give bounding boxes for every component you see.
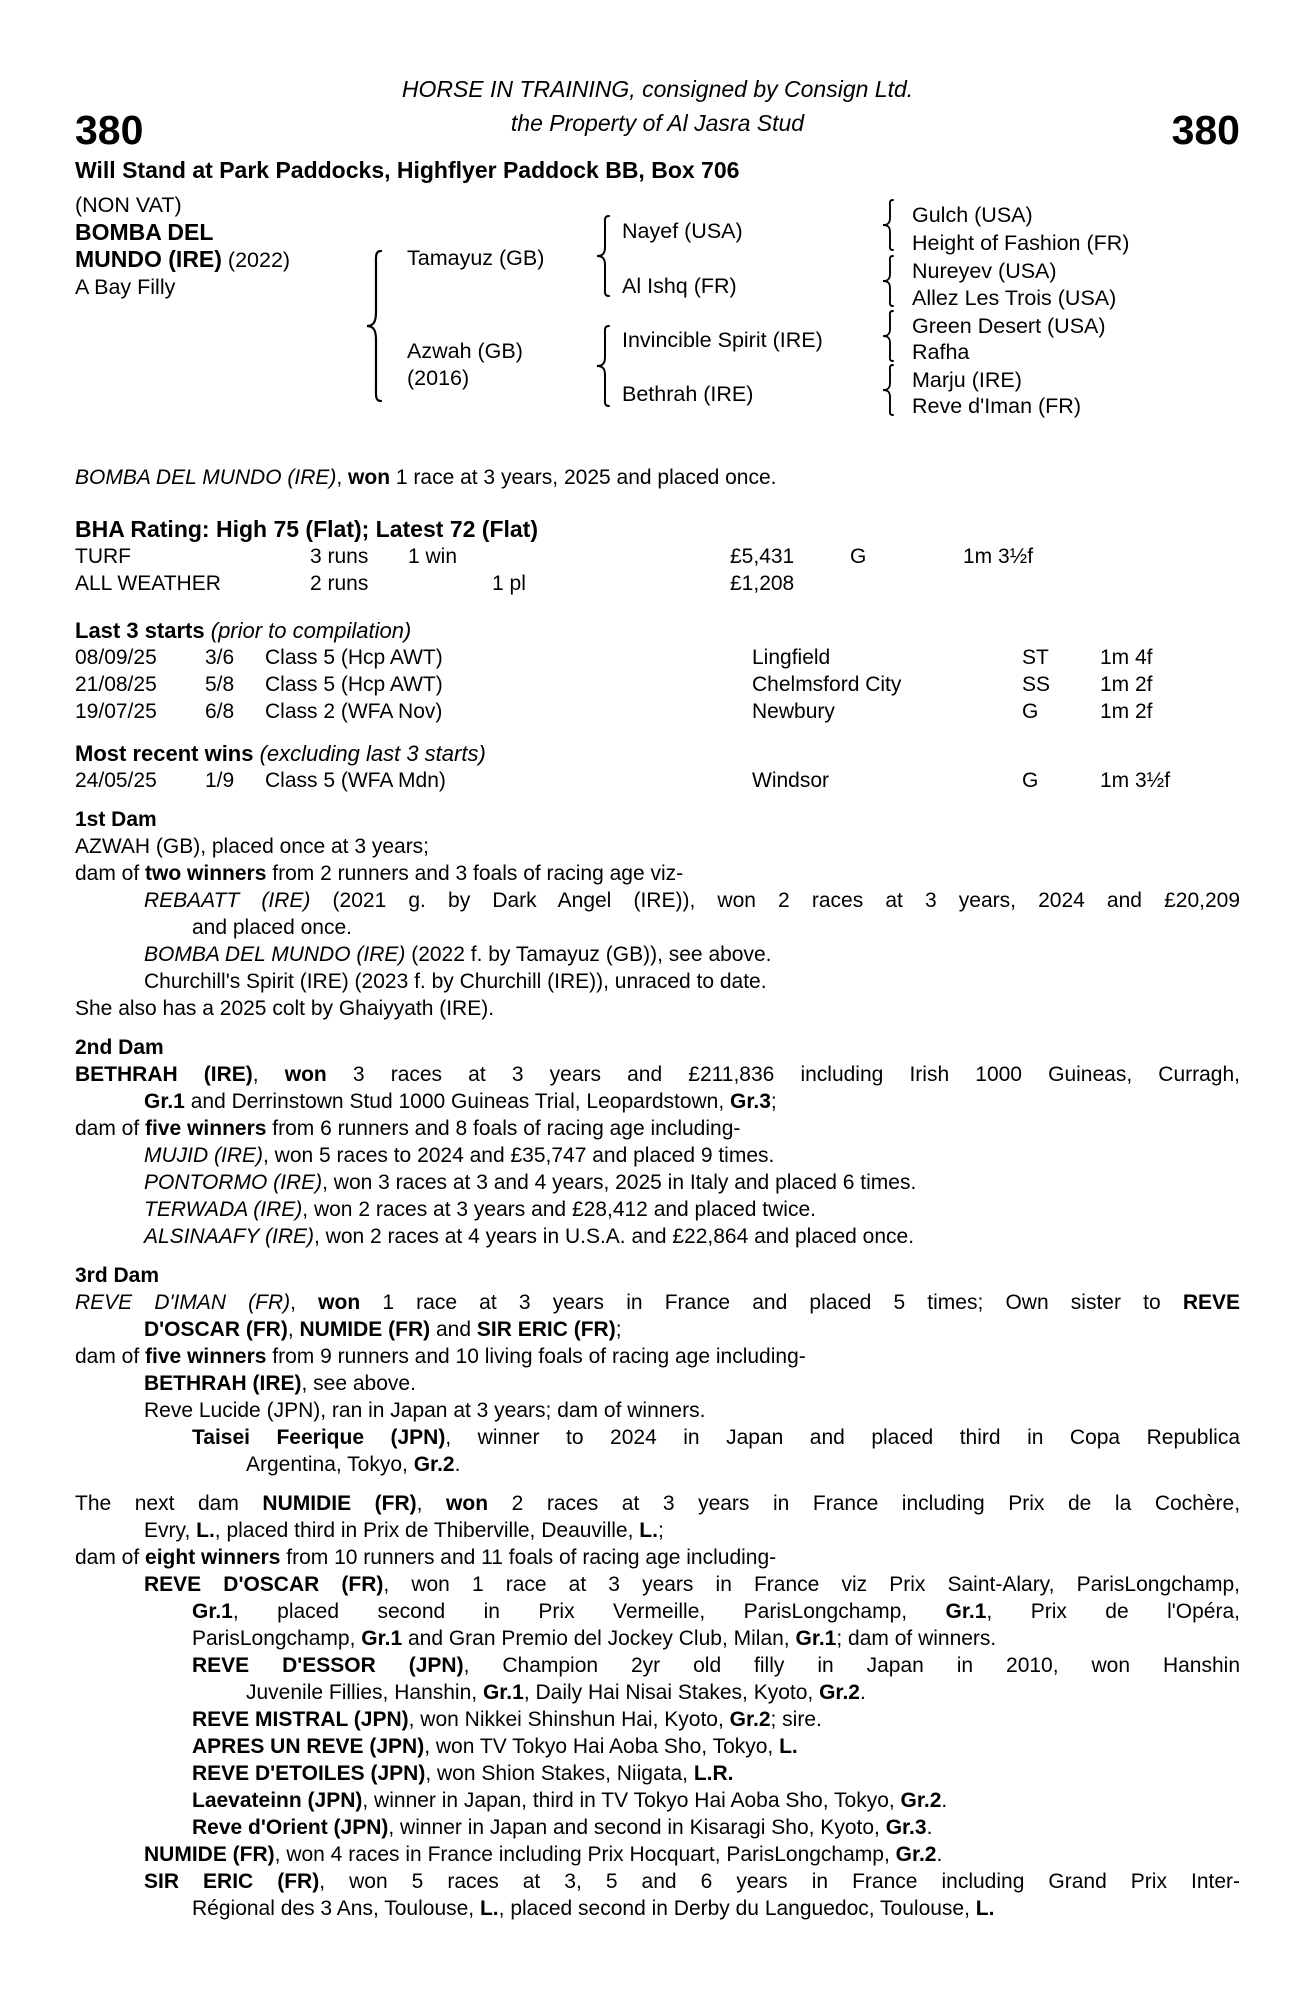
catalogue-text: Gr.1 and Derrinstown Stud 1000 Guineas Trial, Leopardstown, Gr.3; (144, 1090, 777, 1113)
catalogue-text-line (75, 1787, 1240, 1814)
catalogue-text: 2nd Dam (75, 1036, 164, 1059)
catalogue-text-line (75, 1169, 1240, 1196)
race-class: Class 2 (WFA Nov) (265, 700, 443, 723)
catalogue-text-line (75, 1868, 1240, 1895)
catalogue-text: Gr.1, placed second in Prix Vermeille, ParisLongchamp, Gr.1, Prix de l'Opéra, (192, 1600, 1240, 1623)
catalogue-text-line (75, 1316, 1240, 1343)
wins-value: 1 win (408, 545, 458, 568)
start-row (75, 698, 1240, 725)
catalogue-text-line (75, 1706, 1240, 1733)
catalogue-text: 3rd Dam (75, 1264, 160, 1287)
catalogue-text: APRES UN REVE (JPN), won TV Tokyo Hai Aoba Sho, Tokyo, L. (192, 1735, 798, 1758)
catalogue-text-line (75, 1370, 1240, 1397)
catalogue-text: Juvenile Fillies, Hanshin, Gr.1, Daily Hai Nisai Stakes, Kyoto, Gr.2. (246, 1681, 866, 1704)
grandparent-name: Bethrah (IRE) (622, 382, 754, 406)
catalogue-text-line (75, 833, 1240, 860)
catalogue-text: Churchill's Spirit (IRE) (2023 f. by Churchill (IRE)), unraced to date. (144, 970, 767, 993)
consignment-line: HORSE IN TRAINING, consigned by Consign Ltd. (401, 76, 914, 102)
great-grandparent-name: Marju (IRE) (912, 368, 1022, 392)
last-starts-heading: Last 3 starts (prior to compilation) (75, 618, 412, 643)
pedigree-brace-gen1 (365, 250, 383, 402)
catalogue-text: ParisLongchamp, Gr.1 and Gran Premio del Jockey Club, Milan, Gr.1; dam of winners. (192, 1627, 997, 1650)
property-line: the Property of Al Jasra Stud (510, 110, 805, 136)
recent-wins-heading: Most recent wins (excluding last 3 starts) (75, 741, 486, 766)
catalogue-text: NUMIDE (FR), won 4 races in France including Prix Hocquart, ParisLongchamp, Gr.2. (144, 1843, 943, 1866)
catalogue-text-line (75, 806, 1240, 833)
catalogue-text-line (75, 860, 1240, 887)
start-date: 24/05/25 (75, 769, 157, 792)
subject-horse-block (75, 192, 375, 301)
subject-foaled-year: (2022) (227, 248, 291, 272)
catalogue-text: REVE D'IMAN (FR), won 1 race at 3 years in France and placed 5 times; Own sister to REVE (75, 1291, 1240, 1314)
start-date: 08/09/25 (75, 646, 157, 669)
great-grandparent-name: Allez Les Trois (USA) (912, 286, 1117, 310)
start-date: 21/08/25 (75, 673, 157, 696)
recent-wins-table (75, 767, 1240, 794)
catalogue-text-line (75, 1115, 1240, 1142)
race-record-summary: BOMBA DEL MUNDO (IRE), won 1 race at 3 years, 2025 and placed once. (75, 466, 777, 489)
catalogue-text-line (75, 1760, 1240, 1787)
great-grandparent-name: Gulch (USA) (912, 203, 1033, 227)
catalogue-text: and placed once. (192, 916, 352, 939)
page-header (75, 76, 1240, 184)
vat-note: (NON VAT) (75, 193, 182, 217)
great-grandparent-name: Rafha (912, 340, 970, 364)
catalogue-text: BETHRAH (IRE), won 3 races at 3 years and £211,836 including Irish 1000 Guineas, Curragh, (75, 1063, 1240, 1086)
pedigree-brace-gg3 (881, 310, 895, 362)
pedigree-brace-gg4 (881, 364, 895, 416)
sire-name: Tamayuz (GB) (407, 246, 545, 270)
surface-label: ALL WEATHER (75, 572, 221, 595)
catalogue-text-line (75, 1262, 1240, 1289)
catalogue-text: REVE D'OSCAR (FR), won 1 race at 3 years in France viz Prix Saint-Alary, ParisLongchamp, (144, 1573, 1240, 1596)
bha-rating-table (75, 543, 1240, 597)
start-row (75, 644, 1240, 671)
pedigree-brace-gg2 (881, 255, 895, 307)
distance: 1m 2f (1100, 700, 1153, 723)
runs-value: 2 runs (310, 572, 369, 595)
stand-location-line: Will Stand at Park Paddocks, Highflyer Paddock BB, Box 706 (75, 157, 740, 183)
pedigree-brace-sire (595, 215, 611, 297)
catalogue-text-line (75, 914, 1240, 941)
pedigree-table (75, 192, 1240, 450)
catalogue-text-line (75, 1841, 1240, 1868)
catalogue-text-line (75, 1451, 1240, 1478)
catalogue-text: TERWADA (IRE), won 2 races at 3 years and £28,412 and placed twice. (144, 1198, 816, 1221)
catalogue-text: dam of eight winners from 10 runners and 11 foals of racing age including- (75, 1546, 777, 1569)
dam-year: (2016) (407, 366, 470, 390)
distance: 1m 2f (1100, 673, 1153, 696)
finish-position: 6/8 (205, 700, 235, 723)
finish-position: 1/9 (205, 769, 235, 792)
runs-value: 3 runs (310, 545, 369, 568)
catalogue-text-line (75, 1088, 1240, 1115)
catalogue-text-line (75, 1223, 1240, 1250)
catalogue-text-line (75, 1652, 1240, 1679)
catalogue-text: SIR ERIC (FR), won 5 races at 3, 5 and 6 years in France including Grand Prix Inter- (144, 1870, 1241, 1893)
subject-name-line1: BOMBA DEL (75, 219, 214, 245)
catalogue-text-line (75, 887, 1240, 914)
great-grandparent-name: Reve d'Iman (FR) (912, 394, 1081, 418)
bha-table-row (75, 543, 1240, 570)
earnings-value: £5,431 (730, 545, 795, 568)
distance: 1m 4f (1100, 646, 1153, 669)
catalogue-text: dam of two winners from 2 runners and 3 foals of racing age viz- (75, 862, 684, 885)
lot-number-right: 380 (1171, 107, 1240, 153)
venue: Lingfield (752, 646, 831, 669)
going: G (1022, 700, 1039, 723)
catalogue-text: Reve d'Orient (JPN), winner in Japan and second in Kisaragi Sho, Kyoto, Gr.3. (192, 1816, 933, 1839)
catalogue-text-line (75, 1397, 1240, 1424)
catalogue-text: REVE D'ESSOR (JPN), Champion 2yr old filly in Japan in 2010, won Hanshin (192, 1654, 1240, 1677)
catalogue-text: BETHRAH (IRE), see above. (144, 1372, 416, 1395)
catalogue-text-line (75, 1517, 1240, 1544)
catalogue-text-line (75, 1142, 1240, 1169)
catalogue-text-line (75, 1424, 1240, 1451)
catalogue-text: dam of five winners from 6 runners and 8 foals of racing age including- (75, 1117, 741, 1140)
pedigree-brace-gg1 (881, 199, 895, 251)
catalogue-text-line (75, 1289, 1240, 1316)
earnings-value: £1,208 (730, 572, 795, 595)
catalogue-text: ALSINAAFY (IRE), won 2 races at 4 years in U.S.A. and £22,864 and placed once. (144, 1225, 915, 1248)
catalogue-text: Argentina, Tokyo, Gr.2. (246, 1453, 461, 1476)
going: ST (1022, 646, 1049, 669)
start-row (75, 671, 1240, 698)
catalogue-text-line (75, 1061, 1240, 1088)
catalogue-text: AZWAH (GB), placed once at 3 years; (75, 835, 430, 858)
catalogue-text: She also has a 2025 colt by Ghaiyyath (IRE). (75, 997, 495, 1020)
last-starts-table (75, 644, 1240, 725)
last-starts-section (75, 618, 1240, 725)
dam-history-section (75, 806, 1240, 1922)
catalogue-text-line (75, 1625, 1240, 1652)
great-grandparent-name: Height of Fashion (FR) (912, 231, 1130, 255)
catalogue-text-line (75, 1814, 1240, 1841)
catalogue-text-line (75, 1571, 1240, 1598)
venue: Windsor (752, 769, 830, 792)
bha-table-row (75, 570, 1240, 597)
pedigree-brace-dam (595, 325, 611, 407)
subject-name-line2: MUNDO (IRE) (2022) (75, 246, 291, 272)
catalogue-text-line (75, 1679, 1240, 1706)
catalogue-text: Evry, L., placed third in Prix de Thiberville, Deauville, L.; (144, 1519, 664, 1542)
finish-position: 5/8 (205, 673, 235, 696)
bha-rating-heading: BHA Rating: High 75 (Flat); Latest 72 (Flat) (75, 516, 538, 542)
catalogue-text-line (75, 1343, 1240, 1370)
grandparent-name: Invincible Spirit (IRE) (622, 328, 823, 352)
catalogue-text: PONTORMO (IRE), won 3 races at 3 and 4 years, 2025 in Italy and placed 6 times. (144, 1171, 917, 1194)
catalogue-text-line (75, 941, 1240, 968)
catalogue-text: REVE D'ETOILES (JPN), won Shion Stakes, Niigata, L.R. (192, 1762, 734, 1785)
distance: 1m 3½f (1100, 769, 1171, 792)
venue: Newbury (752, 700, 835, 723)
going: SS (1022, 673, 1051, 696)
catalogue-text-line (75, 995, 1240, 1022)
catalogue-text: Régional des 3 Ans, Toulouse, L., placed second in Derby du Languedoc, Toulouse, L. (192, 1897, 995, 1920)
going: G (1022, 769, 1039, 792)
finish-position: 3/6 (205, 646, 235, 669)
great-grandparent-name: Nureyev (USA) (912, 259, 1057, 283)
catalogue-text: The next dam NUMIDIE (FR), won 2 races at 3 years in France including Prix de la Cochère, (75, 1492, 1241, 1515)
dam-name: Azwah (GB) (2016) (407, 339, 523, 390)
lot-number-left: 380 (75, 107, 144, 153)
catalogue-text: BOMBA DEL MUNDO (IRE) (2022 f. by Tamayuz (GB)), see above. (144, 943, 772, 966)
catalogue-text: D'OSCAR (FR), NUMIDE (FR) and SIR ERIC (FR); (144, 1318, 622, 1341)
recent-wins-section (75, 741, 1240, 794)
places-value: 1 pl (492, 572, 526, 595)
start-date: 19/07/25 (75, 700, 157, 723)
win-row (75, 767, 1240, 794)
catalogue-text-line (75, 1196, 1240, 1223)
bha-rating-section (75, 515, 1240, 597)
grandparent-name: Al Ishq (FR) (622, 274, 737, 298)
venue: Chelmsford City (752, 673, 902, 696)
going-value: G (850, 545, 867, 568)
catalogue-text: REBAATT (IRE) (2021 g. by Dark Angel (IRE)), won 2 races at 3 years, 2024 and £20,209 (144, 889, 1240, 912)
catalogue-text-line (75, 1034, 1240, 1061)
race-class: Class 5 (Hcp AWT) (265, 646, 443, 669)
catalogue-text: 1st Dam (75, 808, 157, 831)
catalogue-text: MUJID (IRE), won 5 races to 2024 and £35,747 and placed 9 times. (144, 1144, 775, 1167)
catalogue-text: Taisei Feerique (JPN), winner to 2024 in Japan and placed third in Copa Republica (192, 1426, 1240, 1449)
subject-description: A Bay Filly (75, 275, 176, 299)
surface-label: TURF (75, 545, 131, 568)
catalogue-text-line (75, 1895, 1240, 1922)
catalogue-text: Reve Lucide (JPN), ran in Japan at 3 years; dam of winners. (144, 1399, 706, 1422)
catalogue-text-line (75, 1490, 1240, 1517)
catalogue-text-line (75, 1598, 1240, 1625)
distance-value: 1m 3½f (963, 545, 1034, 568)
catalogue-text: Laevateinn (JPN), winner in Japan, third in TV Tokyo Hai Aoba Sho, Tokyo, Gr.2. (192, 1789, 948, 1812)
catalogue-text: dam of five winners from 9 runners and 10 living foals of racing age including- (75, 1345, 806, 1368)
catalogue-text-line (75, 1733, 1240, 1760)
great-grandparent-name: Green Desert (USA) (912, 314, 1106, 338)
grandparent-name: Nayef (USA) (622, 219, 743, 243)
catalogue-text-line (75, 968, 1240, 995)
catalogue-text-line (75, 1544, 1240, 1571)
race-class: Class 5 (WFA Mdn) (265, 769, 446, 792)
catalogue-text: REVE MISTRAL (JPN), won Nikkei Shinshun Hai, Kyoto, Gr.2; sire. (192, 1708, 822, 1731)
race-class: Class 5 (Hcp AWT) (265, 673, 443, 696)
